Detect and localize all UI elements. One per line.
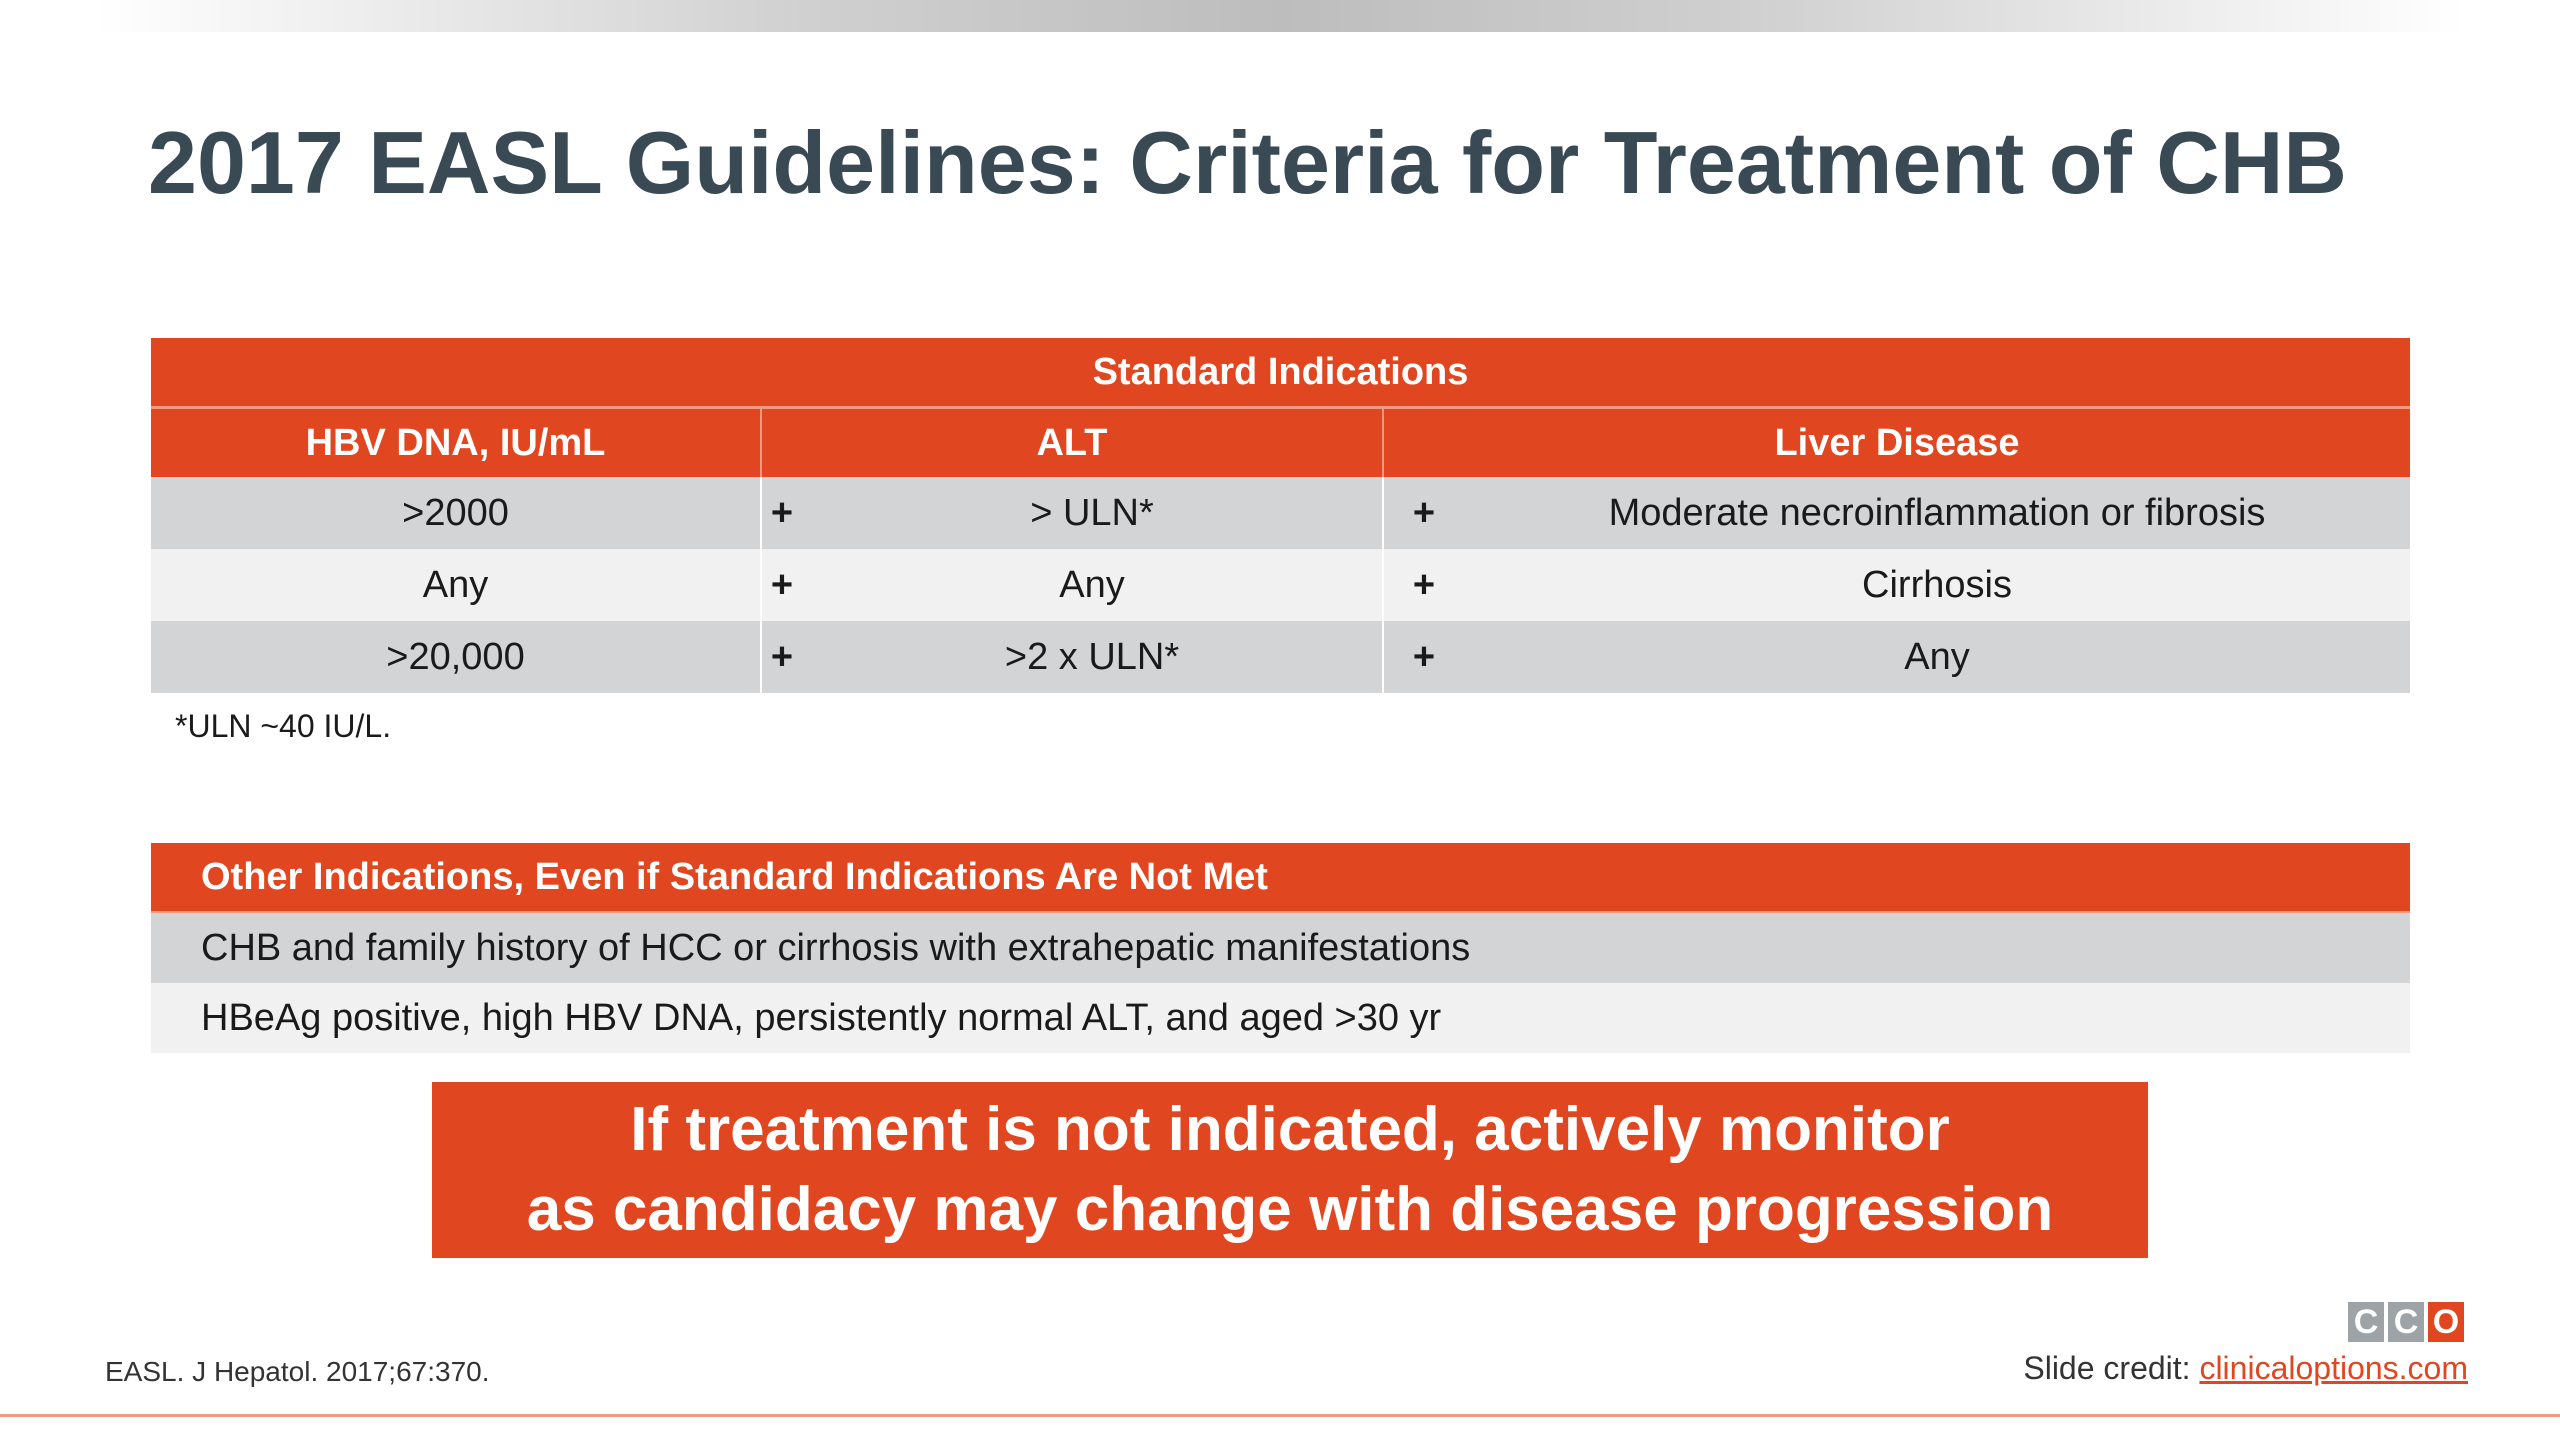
table-row [151, 549, 2410, 621]
plus-icon: + [1412, 492, 1436, 534]
list-item: CHB and family history of HCC or cirrhosis with extrahepatic manifestations [151, 913, 2410, 983]
cell-alt: Any [802, 549, 1384, 621]
cell-liver-disease: Any [1904, 636, 1970, 678]
cell-liver-disease: Moderate necroinflammation or fibrosis [1608, 492, 2266, 534]
cco-logo [2348, 1302, 2464, 1342]
logo-letter-c: C [2348, 1302, 2384, 1342]
list-item: HBeAg positive, high HBV DNA, persistently normal ALT, and aged >30 yr [151, 983, 2410, 1053]
plus-icon: + [1412, 564, 1436, 606]
bottom-divider [0, 1414, 2560, 1417]
plus-icon: + [770, 492, 794, 534]
standard-indications-table [151, 338, 2410, 693]
column-header-liver-disease: Liver Disease [1774, 422, 2020, 464]
slide-credit [2023, 1350, 2468, 1387]
callout-line-2: as candidacy may change with disease progression [526, 1175, 2054, 1244]
column-header-row [151, 409, 2410, 477]
other-indications-header: Other Indications, Even if Standard Indications Are Not Met [151, 843, 2410, 913]
table-row [151, 477, 2410, 549]
callout-line-1: If treatment is not indicated, actively monitor [630, 1095, 1950, 1164]
cell-alt: >2 x ULN* [802, 621, 1384, 693]
logo-letter-o: O [2428, 1302, 2464, 1342]
cell-hbv-dna: >20,000 [151, 621, 762, 693]
standard-indications-header: Standard Indications [151, 338, 2410, 409]
top-gradient-bar [95, 0, 2465, 32]
table-row [151, 621, 2410, 693]
uln-footnote: *ULN ~40 IU/L. [175, 708, 392, 744]
logo-letter-c: C [2388, 1302, 2424, 1342]
cell-hbv-dna: Any [151, 549, 762, 621]
plus-icon: + [1412, 636, 1436, 678]
cell-liver-disease: Cirrhosis [1862, 564, 2012, 606]
monitoring-callout [432, 1082, 2148, 1258]
slide-title: 2017 EASL Guidelines: Criteria for Treatment of CHB [148, 113, 2347, 212]
cell-alt: > ULN* [802, 477, 1384, 549]
plus-icon: + [770, 564, 794, 606]
clinicaloptions-link[interactable]: clinicaloptions.com [2199, 1350, 2468, 1386]
slide-credit-label: Slide credit: [2023, 1350, 2200, 1386]
cell-hbv-dna: >2000 [151, 477, 762, 549]
other-indications-table [151, 843, 2410, 1053]
column-header-alt: ALT [762, 409, 1384, 477]
column-header-hbv-dna: HBV DNA, IU/mL [151, 409, 762, 477]
citation: EASL. J Hepatol. 2017;67:370. [105, 1356, 490, 1387]
plus-icon: + [770, 636, 794, 678]
